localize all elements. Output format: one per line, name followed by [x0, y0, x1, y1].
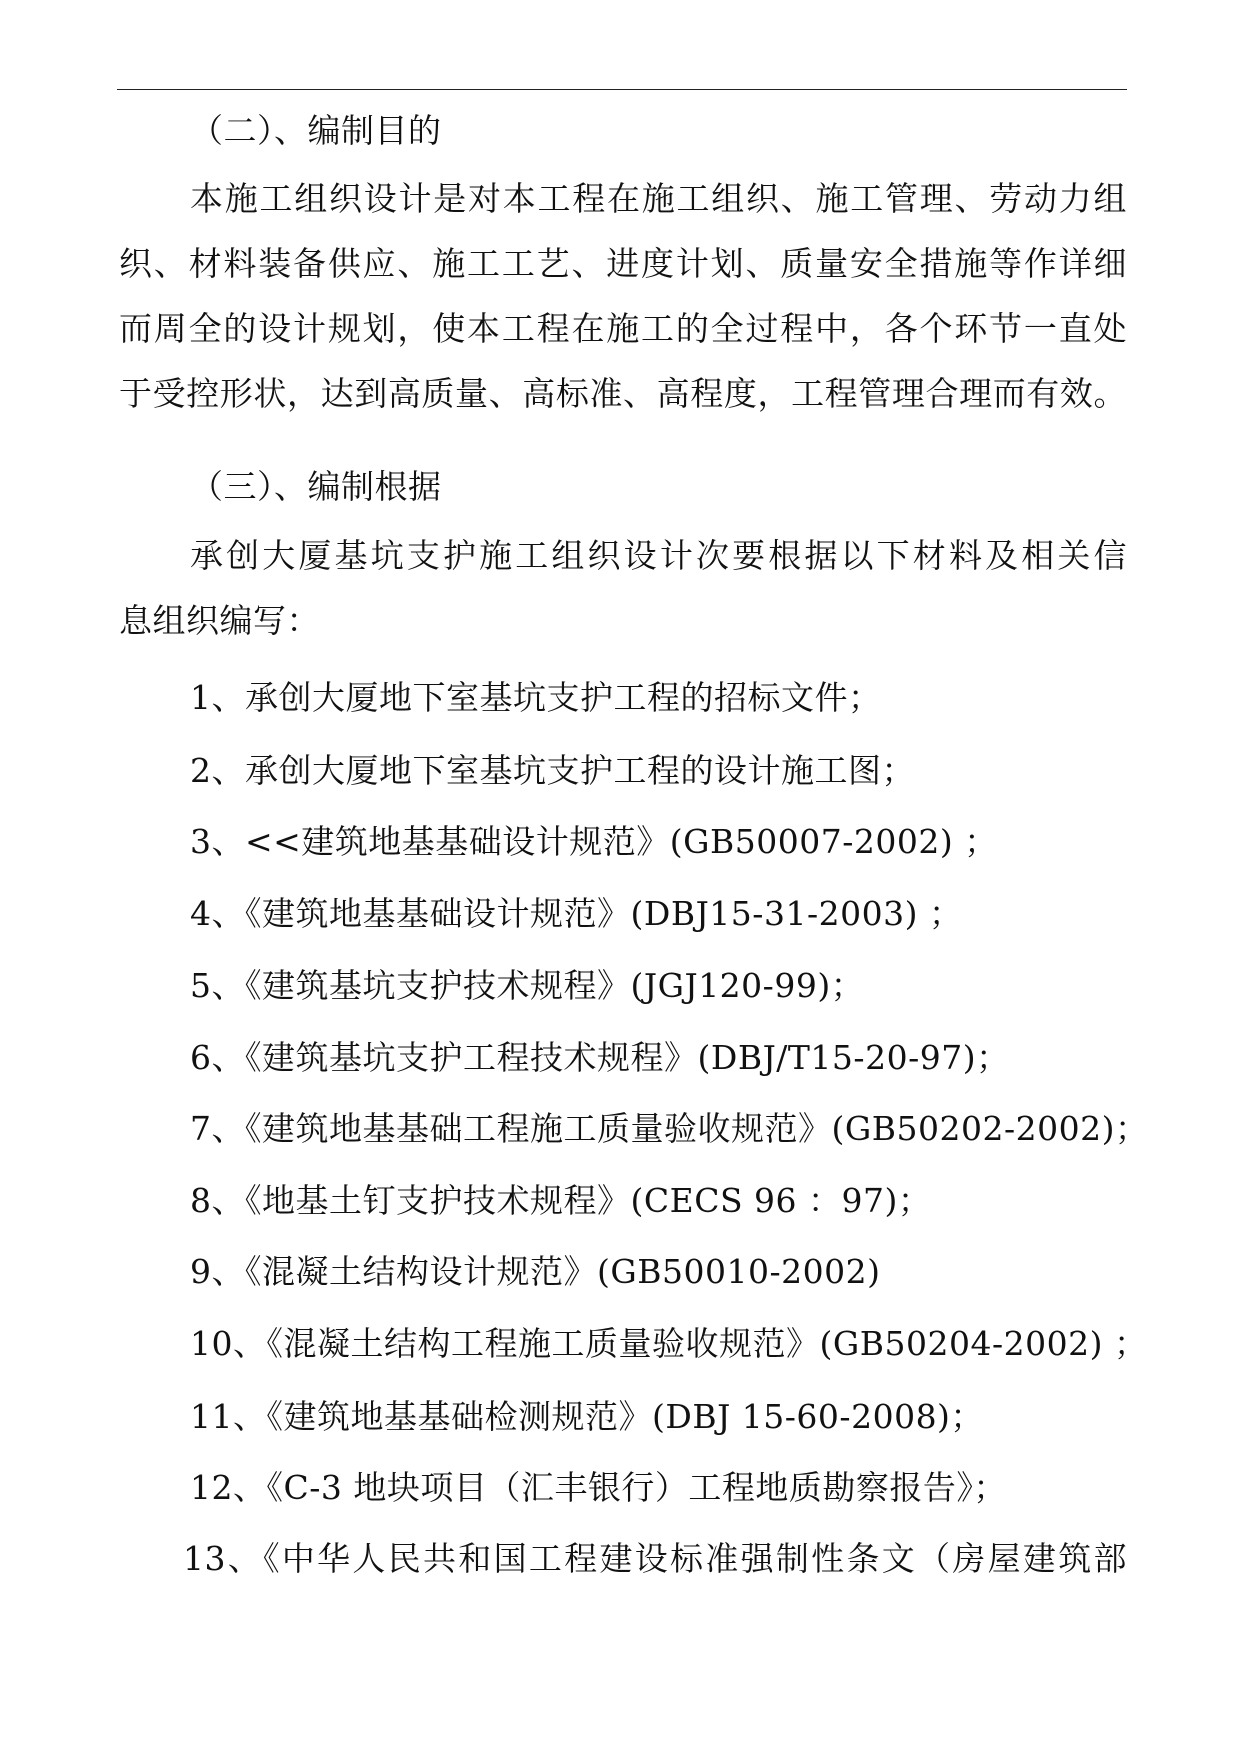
basis-item-6: 6、《建筑基坑支护工程技术规程》(DBJ/T15-20-97)；	[190, 1038, 1010, 1077]
basis-item-7: 7、《建筑地基基础工程施工质量验收规范》(GB50202-2002)；	[190, 1109, 1149, 1148]
purpose-paragraph-line-1: 本施工组织设计是对本工程在施工组织、施工管理、劳动力组	[190, 179, 1127, 218]
section-heading-basis: （三）、编制根据	[190, 467, 442, 506]
basis-item-8: 8、《地基土钉支护技术规程》(CECS 96 ：97)；	[190, 1181, 932, 1220]
basis-item-11: 11、《建筑地基基础检测规范》(DBJ 15-60-2008)；	[190, 1397, 984, 1436]
purpose-paragraph-line-3: 而周全的设计规划，使本工程在施工的全过程中，各个环节一直处	[119, 309, 1127, 348]
basis-item-13: 13、《中华人民共和国工程建设标准强制性条文（房屋建筑部	[183, 1539, 1127, 1578]
basis-item-2: 2、承创大厦地下室基坑支护工程的设计施工图；	[190, 751, 915, 790]
basis-intro-line-1: 承创大厦基坑支护施工组织设计次要根据以下材料及相关信	[190, 536, 1127, 575]
purpose-paragraph-line-2: 织、材料装备供应、施工工艺、进度计划、质量安全措施等作详细	[119, 244, 1127, 283]
basis-intro-line-2: 息组织编写：	[119, 601, 320, 640]
basis-item-4: 4、《建筑地基基础设计规范》(DBJ15-31-2003) ；	[190, 894, 963, 933]
basis-item-1: 1、承创大厦地下室基坑支护工程的招标文件；	[190, 678, 882, 717]
header-rule	[117, 89, 1127, 90]
basis-item-5: 5、《建筑基坑支护技术规程》(JGJ120-99)；	[190, 966, 865, 1005]
purpose-paragraph-line-4: 于受控形状，达到高质量、高标准、高程度，工程管理合理而有效。	[119, 374, 1127, 413]
section-heading-purpose: （二）、编制目的	[190, 111, 442, 150]
basis-item-3: 3、<<建筑地基基础设计规范》(GB50007-2002) ；	[190, 822, 998, 861]
basis-item-12: 12、《C-3 地块项目（汇丰银行）工程地质勘察报告》；	[190, 1468, 1007, 1507]
basis-item-9: 9、《混凝土结构设计规范》(GB50010-2002)	[190, 1252, 881, 1291]
basis-item-10: 10、《混凝土结构工程施工质量验收规范》(GB50204-2002) ；	[190, 1324, 1148, 1363]
